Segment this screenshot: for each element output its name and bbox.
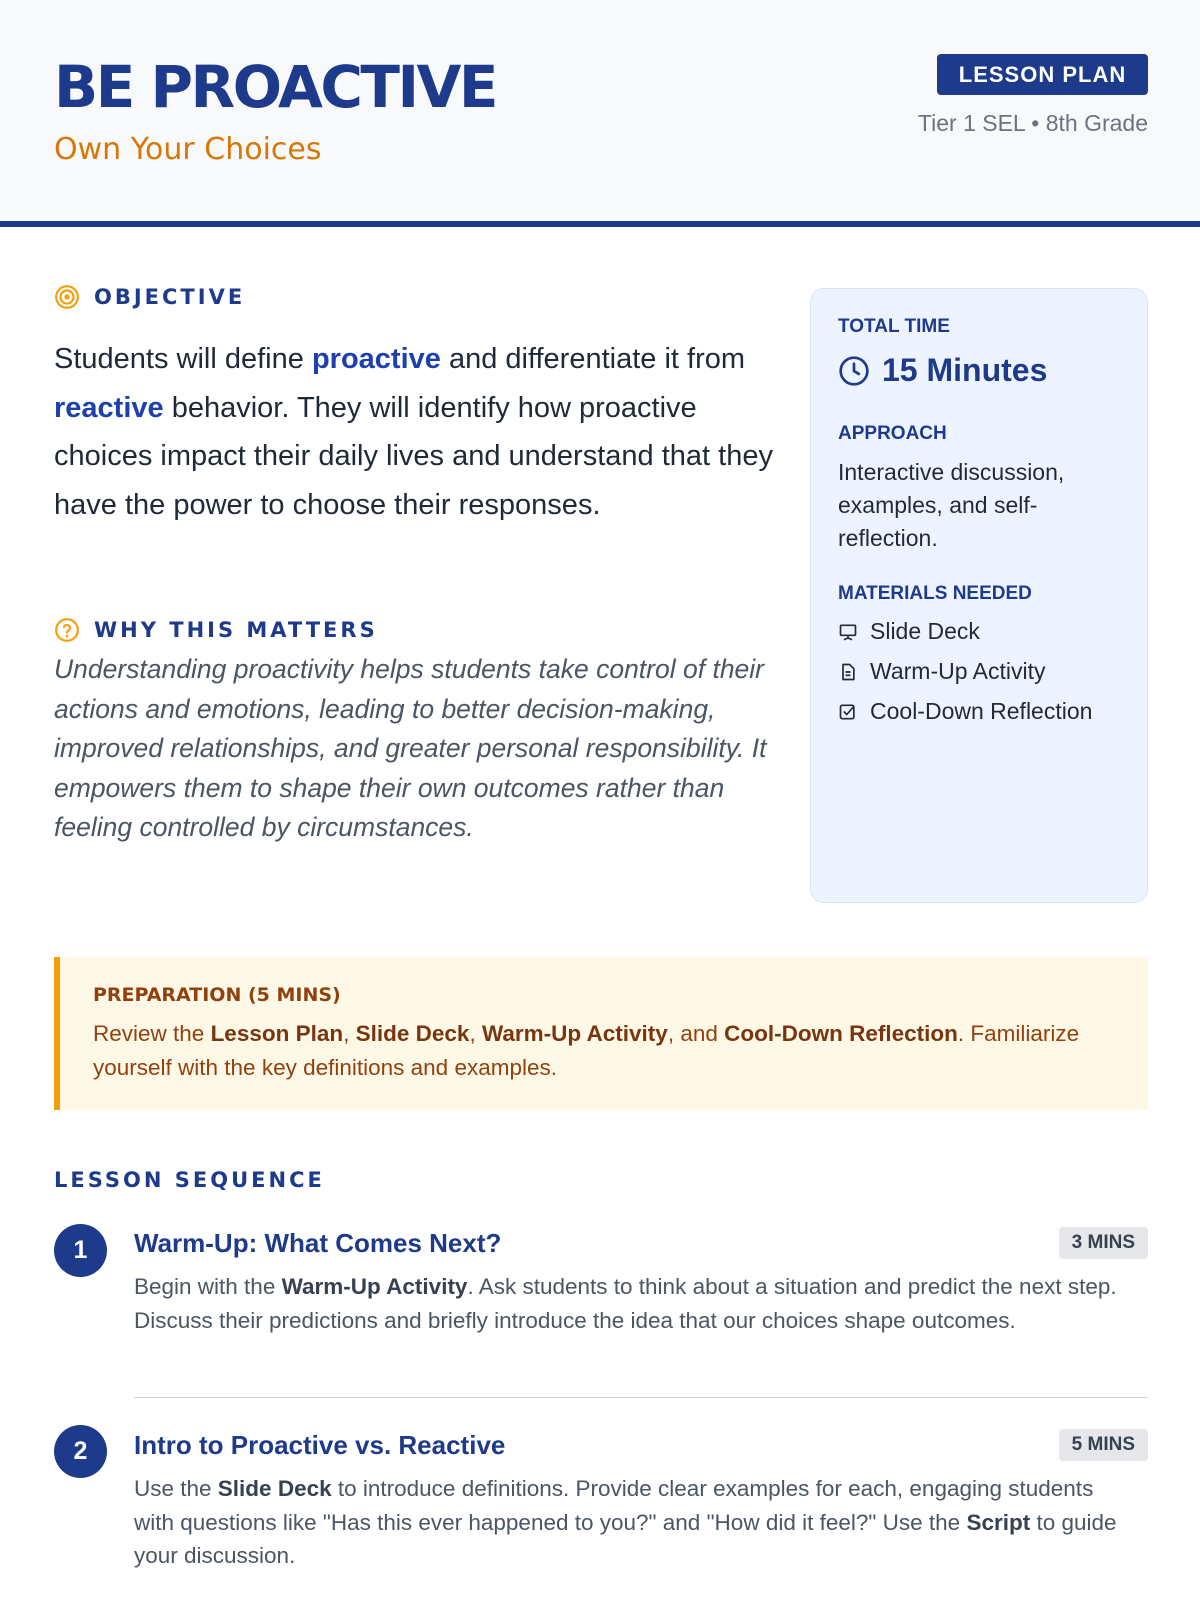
- preparation-title: PREPARATION (5 MINS): [93, 984, 341, 1006]
- step-divider: [134, 1397, 1148, 1398]
- header: [0, 0, 1200, 227]
- preparation-box: [54, 957, 1148, 1110]
- step-description: Begin with the Warm-Up Activity. Ask students to think about a situation and predict the next step. Discuss their predictions and briefly introduce the idea that our choices shape outcomes.: [134, 1274, 1117, 1333]
- step-title: Intro to Proactive vs. Reactive: [134, 1430, 506, 1460]
- step-description: Use the Slide Deck to introduce definitions. Provide clear examples for each, engaging students with questions like "Has this ever happened to you?" and "How did it feel?" Use the Script to guide your discussion.: [134, 1476, 1117, 1568]
- presentation-icon: [838, 622, 858, 642]
- material-item: [838, 618, 980, 645]
- step-duration-badge: 3 MINS: [1059, 1227, 1148, 1259]
- objective-heading: [54, 284, 245, 310]
- lesson-plan-badge: LESSON PLAN: [937, 54, 1148, 95]
- clock-icon: [838, 355, 870, 387]
- step-title: Warm-Up: What Comes Next?: [134, 1228, 502, 1258]
- document-icon: [838, 662, 858, 682]
- total-time-label: TOTAL TIME: [838, 316, 950, 337]
- grade-label: Tier 1 SEL • 8th Grade: [917, 110, 1148, 136]
- approach-label: APPROACH: [838, 423, 947, 444]
- material-label: Slide Deck: [870, 618, 980, 644]
- materials-label: MATERIALS NEEDED: [838, 583, 1032, 604]
- total-time-value: 15 Minutes: [882, 352, 1048, 388]
- objective-text: Students will define proactive and differentiate it from reactive behavior. They will identify how proactive choices impact their daily lives and understand that they have the power to choose their responses.: [54, 343, 773, 521]
- page-title: BE PROACTIVE: [54, 53, 497, 121]
- page-subtitle: Own Your Choices: [54, 132, 322, 167]
- target-icon: [54, 284, 80, 310]
- why-heading: [54, 617, 378, 643]
- material-item: [838, 698, 1092, 725]
- question-circle-icon: [54, 617, 80, 643]
- lesson-sequence-title: LESSON SEQUENCE: [54, 1168, 325, 1192]
- objective-title: OBJECTIVE: [94, 285, 246, 309]
- step-number: 1: [54, 1224, 107, 1277]
- checkbox-icon: [838, 702, 858, 722]
- step-number: 2: [54, 1425, 107, 1478]
- why-text: Understanding proactivity helps students take control of their actions and emotions, leading to better decision-making, improved relationships, and greater personal responsibility. It empowers them to shape their own outcomes rather than feeling controlled by circumstances.: [54, 654, 767, 842]
- material-label: Warm-Up Activity: [870, 658, 1046, 684]
- why-title: WHY THIS MATTERS: [94, 618, 378, 642]
- keyword-reactive: reactive: [54, 391, 164, 424]
- material-item: [838, 658, 1046, 685]
- total-time: [838, 352, 1047, 389]
- keyword-proactive: proactive: [311, 343, 441, 375]
- step-duration-badge: 5 MINS: [1059, 1429, 1148, 1461]
- material-label: Cool-Down Reflection: [870, 698, 1093, 724]
- preparation-text: Review the Lesson Plan, Slide Deck, Warm-Up Activity, and Cool-Down Reflection. Familiarize yourself with the key definitions and examples.: [93, 1021, 1080, 1080]
- approach-text: Interactive discussion, examples, and self-reflection.: [838, 459, 1065, 551]
